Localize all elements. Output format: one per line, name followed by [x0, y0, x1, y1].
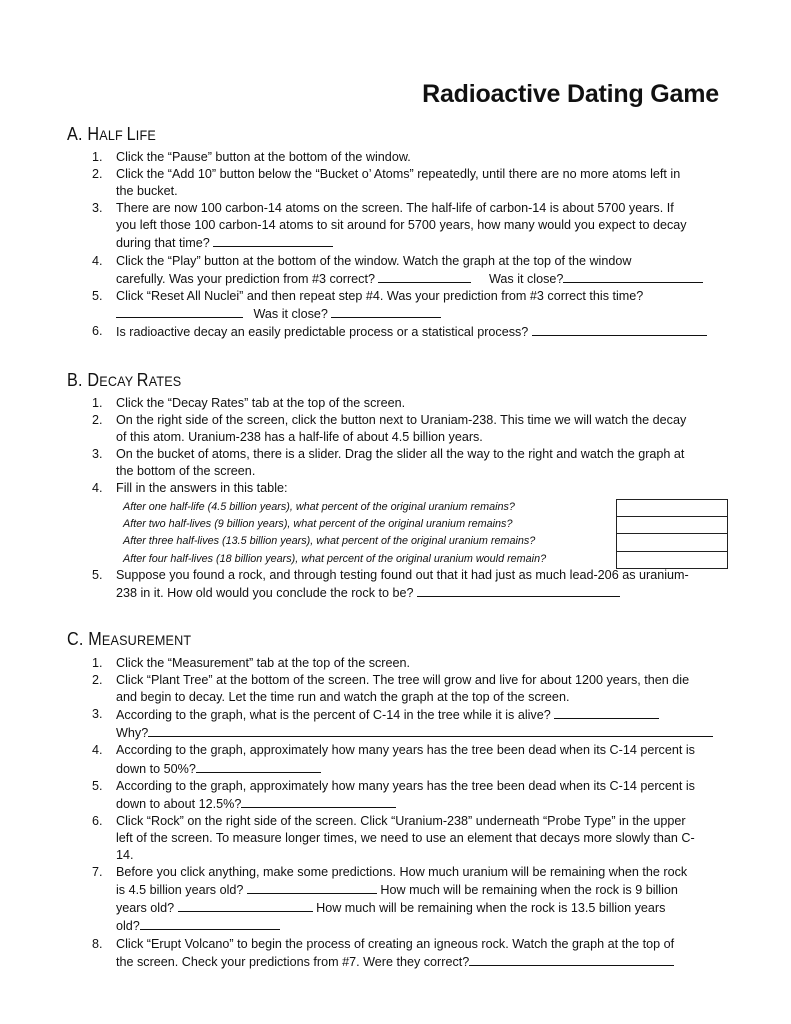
answer-cell[interactable]: [616, 533, 728, 550]
section-a-heading: A. HALF LIFE: [67, 124, 156, 144]
list-item: 5. Suppose you found a rock, and through testing found out that it had just as much lead-206 as uranium- 238 in it. How old would you conclude the rock to be?: [92, 568, 689, 601]
list-item: 7. Before you click anything, make some predictions. How much uranium will be remaining when the rock is 4.5 billion years old? How much will be remaining when the rock is 9 billion years old? How much will be remaining when the rock is 13.5 billion years old?: [92, 865, 688, 934]
answer-blank[interactable]: [241, 795, 396, 808]
answer-cell[interactable]: [616, 499, 728, 516]
list-item: 4. Fill in the answers in this table:: [92, 481, 288, 496]
section-b-list: [92, 395, 722, 498]
answer-blank[interactable]: [563, 270, 703, 283]
section-b-heading: B. DECAY RATES: [67, 370, 182, 390]
list-item: 1. Click the “Decay Rates” tab at the top of the screen.: [92, 396, 406, 410]
list-item: 4. Click the “Play” button at the bottom of the window. Watch the graph at the top of the window carefully. Was your prediction from #3 correct? Was it close?: [92, 253, 722, 288]
list-item: 6. Click “Rock” on the right side of the screen. Click “Uranium-238” underneath “Probe Type” in the upper left of the screen. To measure longer times, we need to use an element that decays more slowly than C- 14.: [92, 813, 695, 863]
half-life-table: [123, 499, 728, 568]
answer-cell[interactable]: [616, 516, 728, 533]
page-title: Radioactive Dating Game: [422, 80, 719, 108]
table-row: After one half-life (4.5 billion years), what percent of the original uranium remains?: [123, 499, 728, 516]
list-item: 4. According to the graph, approximately how many years has the tree been dead when its C-14 percent is down to 50%?: [92, 743, 695, 776]
answer-blank[interactable]: [532, 323, 707, 336]
section-b-list-continued: [92, 567, 722, 602]
answer-blank[interactable]: [378, 270, 471, 283]
list-item: 2. Click “Plant Tree” at the bottom of the screen. The tree will grow and live for about 1200 years, then die and begin to decay. Let the time run and watch the graph at the top of the screen.: [92, 673, 690, 705]
list-item: 2. On the right side of the screen, click the button next to Uraniam-238. This time we will watch the decay of this atom. Uranium-238 has a half-life of about 4.5 billion years.: [92, 413, 687, 445]
answer-blank[interactable]: [247, 881, 377, 894]
answer-blank[interactable]: [196, 760, 321, 773]
answer-blank[interactable]: [140, 917, 280, 930]
list-item: 8. Click “Erupt Volcano” to begin the process of creating an igneous rock. Watch the graph at the top of the screen. Check your predictions from #7. Were they correct?: [92, 936, 675, 969]
list-item: 2. Click the “Add 10” button below the “Bucket o’ Atoms” repeatedly, until there are no more atoms left in the bucket.: [92, 167, 681, 199]
answer-blank[interactable]: [554, 706, 659, 719]
answer-blank[interactable]: [469, 953, 674, 966]
answer-blank[interactable]: [213, 234, 333, 247]
answer-blank[interactable]: [116, 305, 243, 318]
table-row: After four half-lives (18 billion years), what percent of the original uranium would remain?: [123, 551, 728, 568]
list-item: 6. Is radioactive decay an easily predictable process or a statistical process?: [92, 323, 722, 341]
answer-blank[interactable]: [417, 584, 620, 597]
section-c-heading: C. MEASUREMENT: [67, 629, 192, 649]
list-item: 3. According to the graph, what is the percent of C-14 in the tree while it is alive? Why?: [92, 706, 722, 742]
answer-blank[interactable]: [148, 724, 713, 737]
section-a-list: [92, 149, 722, 341]
list-item: 5. According to the graph, approximately how many years has the tree been dead when its C-14 percent is down to about 12.5%?: [92, 778, 695, 811]
answer-blank[interactable]: [178, 899, 313, 912]
answer-blank[interactable]: [331, 305, 441, 318]
list-item: 3. There are now 100 carbon-14 atoms on the screen. The half-life of carbon-14 is about 5700 years. If you left those 100 carbon-14 atoms to sit around for 5700 years, how many would you expect to decay during that time?: [92, 201, 687, 251]
list-item: 5. Click “Reset All Nuclei” and then repeat step #4. Was your prediction from #3 correct this time? Was it close?: [92, 288, 644, 321]
list-item: 3. On the bucket of atoms, there is a slider. Drag the slider all the way to the right and watch the graph at the bottom of the screen.: [92, 447, 685, 479]
table-row: After two half-lives (9 billion years), what percent of the original uranium remains?: [123, 516, 728, 533]
section-c-list: [92, 655, 722, 971]
table-row: After three half-lives (13.5 billion years), what percent of the original uranium remains?: [123, 533, 728, 550]
list-item: 1. Click the “Measurement” tab at the top of the screen.: [92, 656, 410, 670]
list-item: 1. Click the “Pause” button at the bottom of the window.: [92, 150, 411, 164]
